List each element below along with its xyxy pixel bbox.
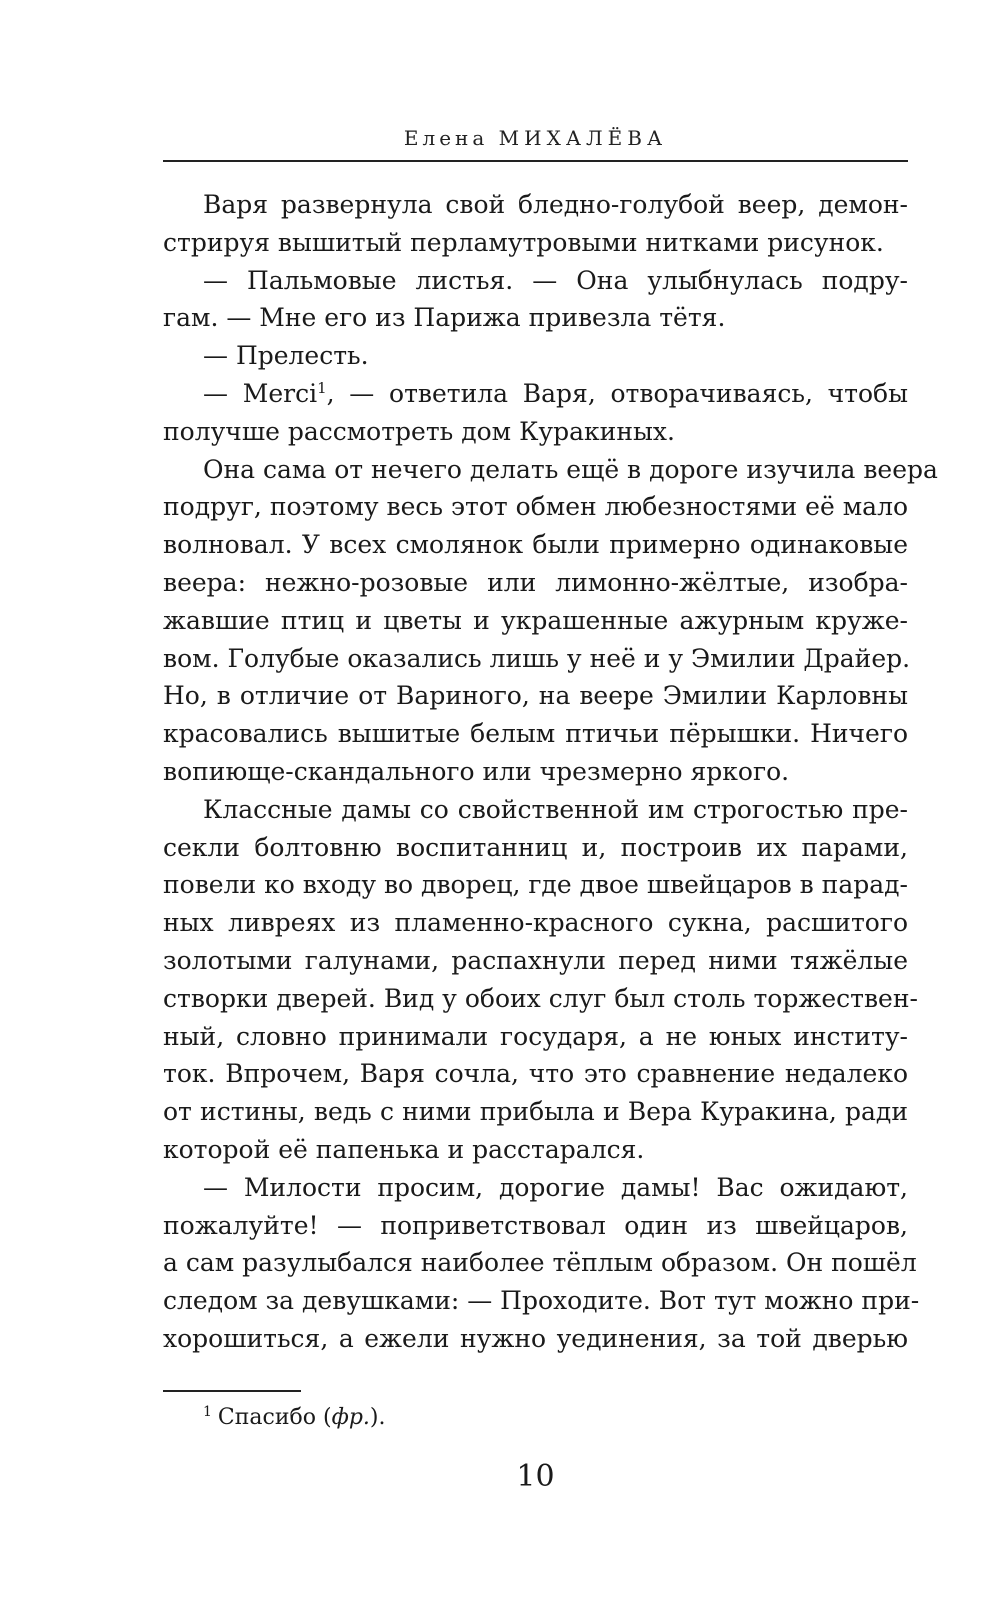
text-line: пожалуйте! — поприветствовал один из швейцаров,: [163, 1210, 908, 1240]
text-line: золотыми галунами, распахнули перед ними тяжёлые: [163, 945, 908, 975]
text-line: Она сама от нечего делать ещё в дороге изучила веера: [203, 454, 938, 484]
text-line: Классные дамы со свойственной им строгостью пре-: [203, 794, 908, 824]
footnote-text: Спасибо (: [217, 1405, 332, 1430]
text-line: вом. Голубые оказались лишь у неё и у Эмилии Драйер.: [163, 643, 911, 673]
author-last-name: МИХАЛЁВА: [498, 126, 668, 150]
body-text: [163, 186, 938, 1358]
text-line: секли болтовню воспитанниц и, построив их парами,: [163, 832, 908, 862]
text-line-with-footnote: [163, 375, 908, 413]
footnote: [203, 1403, 385, 1433]
text-line: — Милости просим, дорогие дамы! Вас ожидают,: [203, 1172, 908, 1202]
text-line: створки дверей. Вид у обоих слуг был столь торжествен-: [163, 983, 918, 1013]
text-line: следом за девушками: — Проходите. Вот тут можно при-: [163, 1286, 920, 1316]
text-line-start: — Merci: [203, 378, 318, 408]
text-line: Но, в отличие от Вариного, на веере Эмилии Карловны: [163, 681, 908, 711]
text-line: а сам разулыбался наиболее тёплым образом. Он пошёл: [163, 1248, 917, 1278]
page-number: 10: [516, 1459, 555, 1494]
text-line: гам. — Мне его из Парижа привезла тётя.: [163, 303, 726, 333]
footnote-reference: 1: [317, 378, 327, 397]
text-line: волновал. У всех смолянок были примерно одинаковые: [163, 530, 908, 560]
text-line: ный, словно принимали государя, а не юных институ-: [163, 1021, 908, 1051]
author-first-name: Елена: [403, 126, 489, 150]
text-line: хорошиться, а ежели нужно уединения, за той дверью: [163, 1323, 908, 1353]
text-line: — Пальмовые листья. — Она улыбнулась подру-: [203, 265, 908, 295]
footnote-rule: [163, 1390, 301, 1392]
footnote-close: ).: [369, 1405, 386, 1430]
text-line: ных ливреях из пламенно-красного сукна, расшитого: [163, 908, 908, 938]
text-line-end: , — ответила Варя, отворачиваясь, чтобы: [326, 378, 908, 408]
header-rule: [163, 160, 908, 162]
text-line: вопиюще-скандального или чрезмерно яркого.: [163, 756, 790, 786]
footnote-language: фр.: [331, 1405, 370, 1430]
text-line: веера: нежно-розовые или лимонно-жёлтые, изобра-: [163, 567, 908, 597]
text-line: которой её папенька и расстарался.: [163, 1134, 645, 1164]
text-line: повели ко входу во дворец, где двое швейцаров в парад-: [163, 870, 908, 900]
text-line: — Прелесть.: [203, 341, 369, 371]
text-line: от истины, ведь с ними прибыла и Вера Куракина, ради: [163, 1097, 908, 1127]
text-line: ток. Впрочем, Варя сочла, что это сравнение недалеко: [163, 1059, 908, 1089]
text-line: стрируя вышитый перламутровыми нитками рисунок.: [163, 227, 884, 257]
text-line: жавшие птиц и цветы и украшенные ажурным круже-: [163, 605, 908, 635]
text-line: подруг, поэтому весь этот обмен любезностями её мало: [163, 492, 908, 522]
text-line: красовались вышитые белым птичьи пёрышки. Ничего: [163, 719, 908, 749]
footnote-number: 1: [203, 1404, 212, 1420]
text-line: Варя развернула свой бледно-голубой веер, демон-: [203, 190, 908, 219]
running-head: [163, 126, 908, 150]
text-line: получше рассмотреть дом Куракиных.: [163, 416, 675, 446]
